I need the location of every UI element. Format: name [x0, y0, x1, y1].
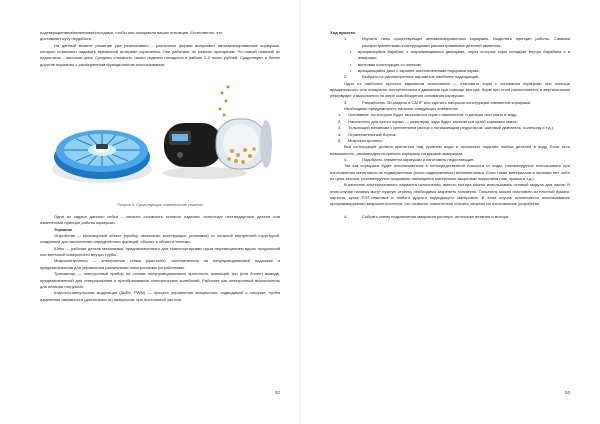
bullet-icon: • — [350, 61, 352, 67]
term-auger: Шнек — рабочая деталь механизма, предназначенного для транспортировки груза перемещением вдоль продольной оси винтовой поверхности внутри трубы. — [40, 245, 280, 258]
step-1 — [330, 36, 570, 49]
round-blue-feeder-image — [52, 130, 152, 183]
feeders-illustration — [40, 71, 280, 201]
step-3-text: Разработать 3D-модель в САПР или сделать набросок конструкции элементов кормушки. — [362, 99, 532, 105]
paragraph-choice: Один из наиболее простых вариантов исполнения — становить корм с основания кормушки при помощи вращательного или возвратно-поступательного движения при помощи мотора. Корм при этом располагается в вертикальном резервуаре и высыпается по мере освобождения основания кормушки. — [330, 80, 570, 99]
item-number: 2. — [338, 118, 342, 124]
requirement-text: Основание, на котором будет высыпаться корм с накопителя, и дальше поступать в воду. — [348, 112, 517, 118]
step-number: 4. — [344, 213, 348, 219]
step-5-text: Собрать схему подключения микроконтроллера, источника питания и мотора. — [362, 213, 510, 219]
step-5 — [330, 214, 570, 220]
step-4-text: Подобрать элементы кормушки и изготовить недостающие. — [362, 156, 475, 162]
paragraph-alternative: В качестве альтернативного варианта исполнения, вместо мотора можно использовать готовый модуль для часов. В этом случае начинку могут нужную стрелку необходимо закрепить толкатель. Толкатель можно изготовить из плотной бумаги, картона, куска ПЭТ-пластика и любого другого подходящего материала. В этом случае исключается использование программируемого микроконтроллера, что позволит значительно снизить затраты на изготовление устройства. — [330, 182, 570, 207]
left-paragraph-solution: На данный момент решение уже реализовано – различные фирмы выпускают автоматизированные кормушки, которые позволяют задавать временной интервал кормления. Они работают по разным принципам. Но самый главный их недостаток – высокая цена. Средняя стоимость такого изделия находится в районе 2-3 тысяч рублей. Существуют и более дорогие варианты с расширенным функционалом использования. — [40, 42, 280, 67]
bullet-icon: • — [350, 49, 352, 55]
item-number: 3. — [338, 125, 342, 131]
paragraph-materials: Так как кормушка будет использоваться в непосредственной близости от воды, рекомендуется использовать при изготовлении материалы не подверженные (мало подверженные) влиянию влаги. Если также материалов в наличии нет, либо их цена высока, рекомендуется покрывать имеющиеся материалы защитным покрытием (лак, краска и т.д.). — [330, 163, 570, 181]
bullet-icon: • — [350, 68, 352, 74]
step-number: 3. — [344, 99, 348, 105]
left-top-line-2: доставляет кучу неудобств. — [40, 36, 92, 42]
item-number: 5. — [338, 137, 342, 143]
cylinder-feeder-image — [163, 86, 276, 180]
terms-heading: Термины — [54, 226, 73, 232]
term-device: Устройство — рукотворный объект (прибор, механизм, конструкция, установка) со сложной внутренней структурой, созданный для выполнения определённых функций, обычно в области техники. — [40, 233, 280, 245]
bullet-text: вращающийся диск с заранее заготовленными порциями корма. — [358, 68, 480, 74]
commercial-feeders-figure — [40, 71, 280, 201]
left-top-line-1: подтверждением/явлениями/соседями, чтобы они покормили ваших питомцев. Естественно, это — [40, 30, 223, 35]
paragraph-location: Вся конструкция должна крепиться над уровнем воды и исключать падение любых деталей в воду. Если есть возможность, рекомендуется крепить кормушку на крышке аквариума. — [330, 144, 570, 156]
page-number-left: 52 — [275, 389, 280, 395]
step-number: 1. — [344, 36, 348, 42]
right-page — [300, 0, 600, 424]
left-paragraph-goal: Одна из задача данного кейса – снизить стоимость готового изделия, используя нестандартные детали или изменённый принцип работы кормушки. — [40, 214, 280, 226]
term-microcontroller: Микроконтроллер — электронная схема (кристалл), изготовленная на полупроводниковой подложке и предназначенная для управления различными электронными устройствами. — [40, 258, 280, 270]
requirements-intro: Необходимо предусмотреть наличие следующих элементов: — [344, 106, 459, 112]
requirement-text: Ограничительный бортик. — [348, 131, 397, 137]
step-number: 2. — [344, 74, 348, 80]
step-2 — [330, 74, 570, 80]
bullet-text: вращающийся барабан, с открывающимися дверцами, через которые корм попадает внутрь барабана и в аквариум; — [358, 49, 570, 61]
page-number-right: 53 — [565, 389, 570, 395]
item-number: 1. — [338, 112, 342, 118]
figure-caption: Рисунок 8. Существующие коммерческие решения — [117, 203, 203, 208]
requirement-text: Микроконтроллер. — [348, 137, 383, 143]
step-number: 4. — [344, 156, 348, 162]
requirement-text: Накопитель для сухого корма — резервуар, куда будет засыпаться сухой кормовая смесь. — [348, 118, 519, 124]
term-transistor: Транзистор — электронный прибор на основе полупроводникового кристалла, имеющий три (или более) вывода, предназначенный для генерирования и преобразования электрических колебаний. Работает как электронный выключатель для питания нагрузкой. — [40, 271, 280, 289]
requirement-text: Толкающий механизм с креплением (мотор с понижающим редуктором, шаговый двигатель, соленоид и т.д.). — [348, 125, 555, 131]
term-pwm: Широтно-импульсная модуляция (ШИМ, PWM) — процесс управления мощностью, подводимой к нагрузке, путём изменения скважности (длительности) импульсов, при постоянной частоте. — [40, 290, 280, 302]
step-1-text: Изучить типы существующих автоматизированных кормушек. Выделить принцип работы. Самыми распространёнными конструкциями рассматриваемых деталей являются: — [362, 36, 570, 48]
step-2-text: Выбрать из рассмотренных вариантов наиболее подходящий. — [362, 74, 480, 80]
item-number: 4. — [338, 131, 342, 137]
project-progress-heading: Ход проекта: — [330, 30, 357, 35]
list-item — [330, 49, 570, 62]
bullet-text: винтовая конструкция со шнеком; — [358, 61, 422, 67]
